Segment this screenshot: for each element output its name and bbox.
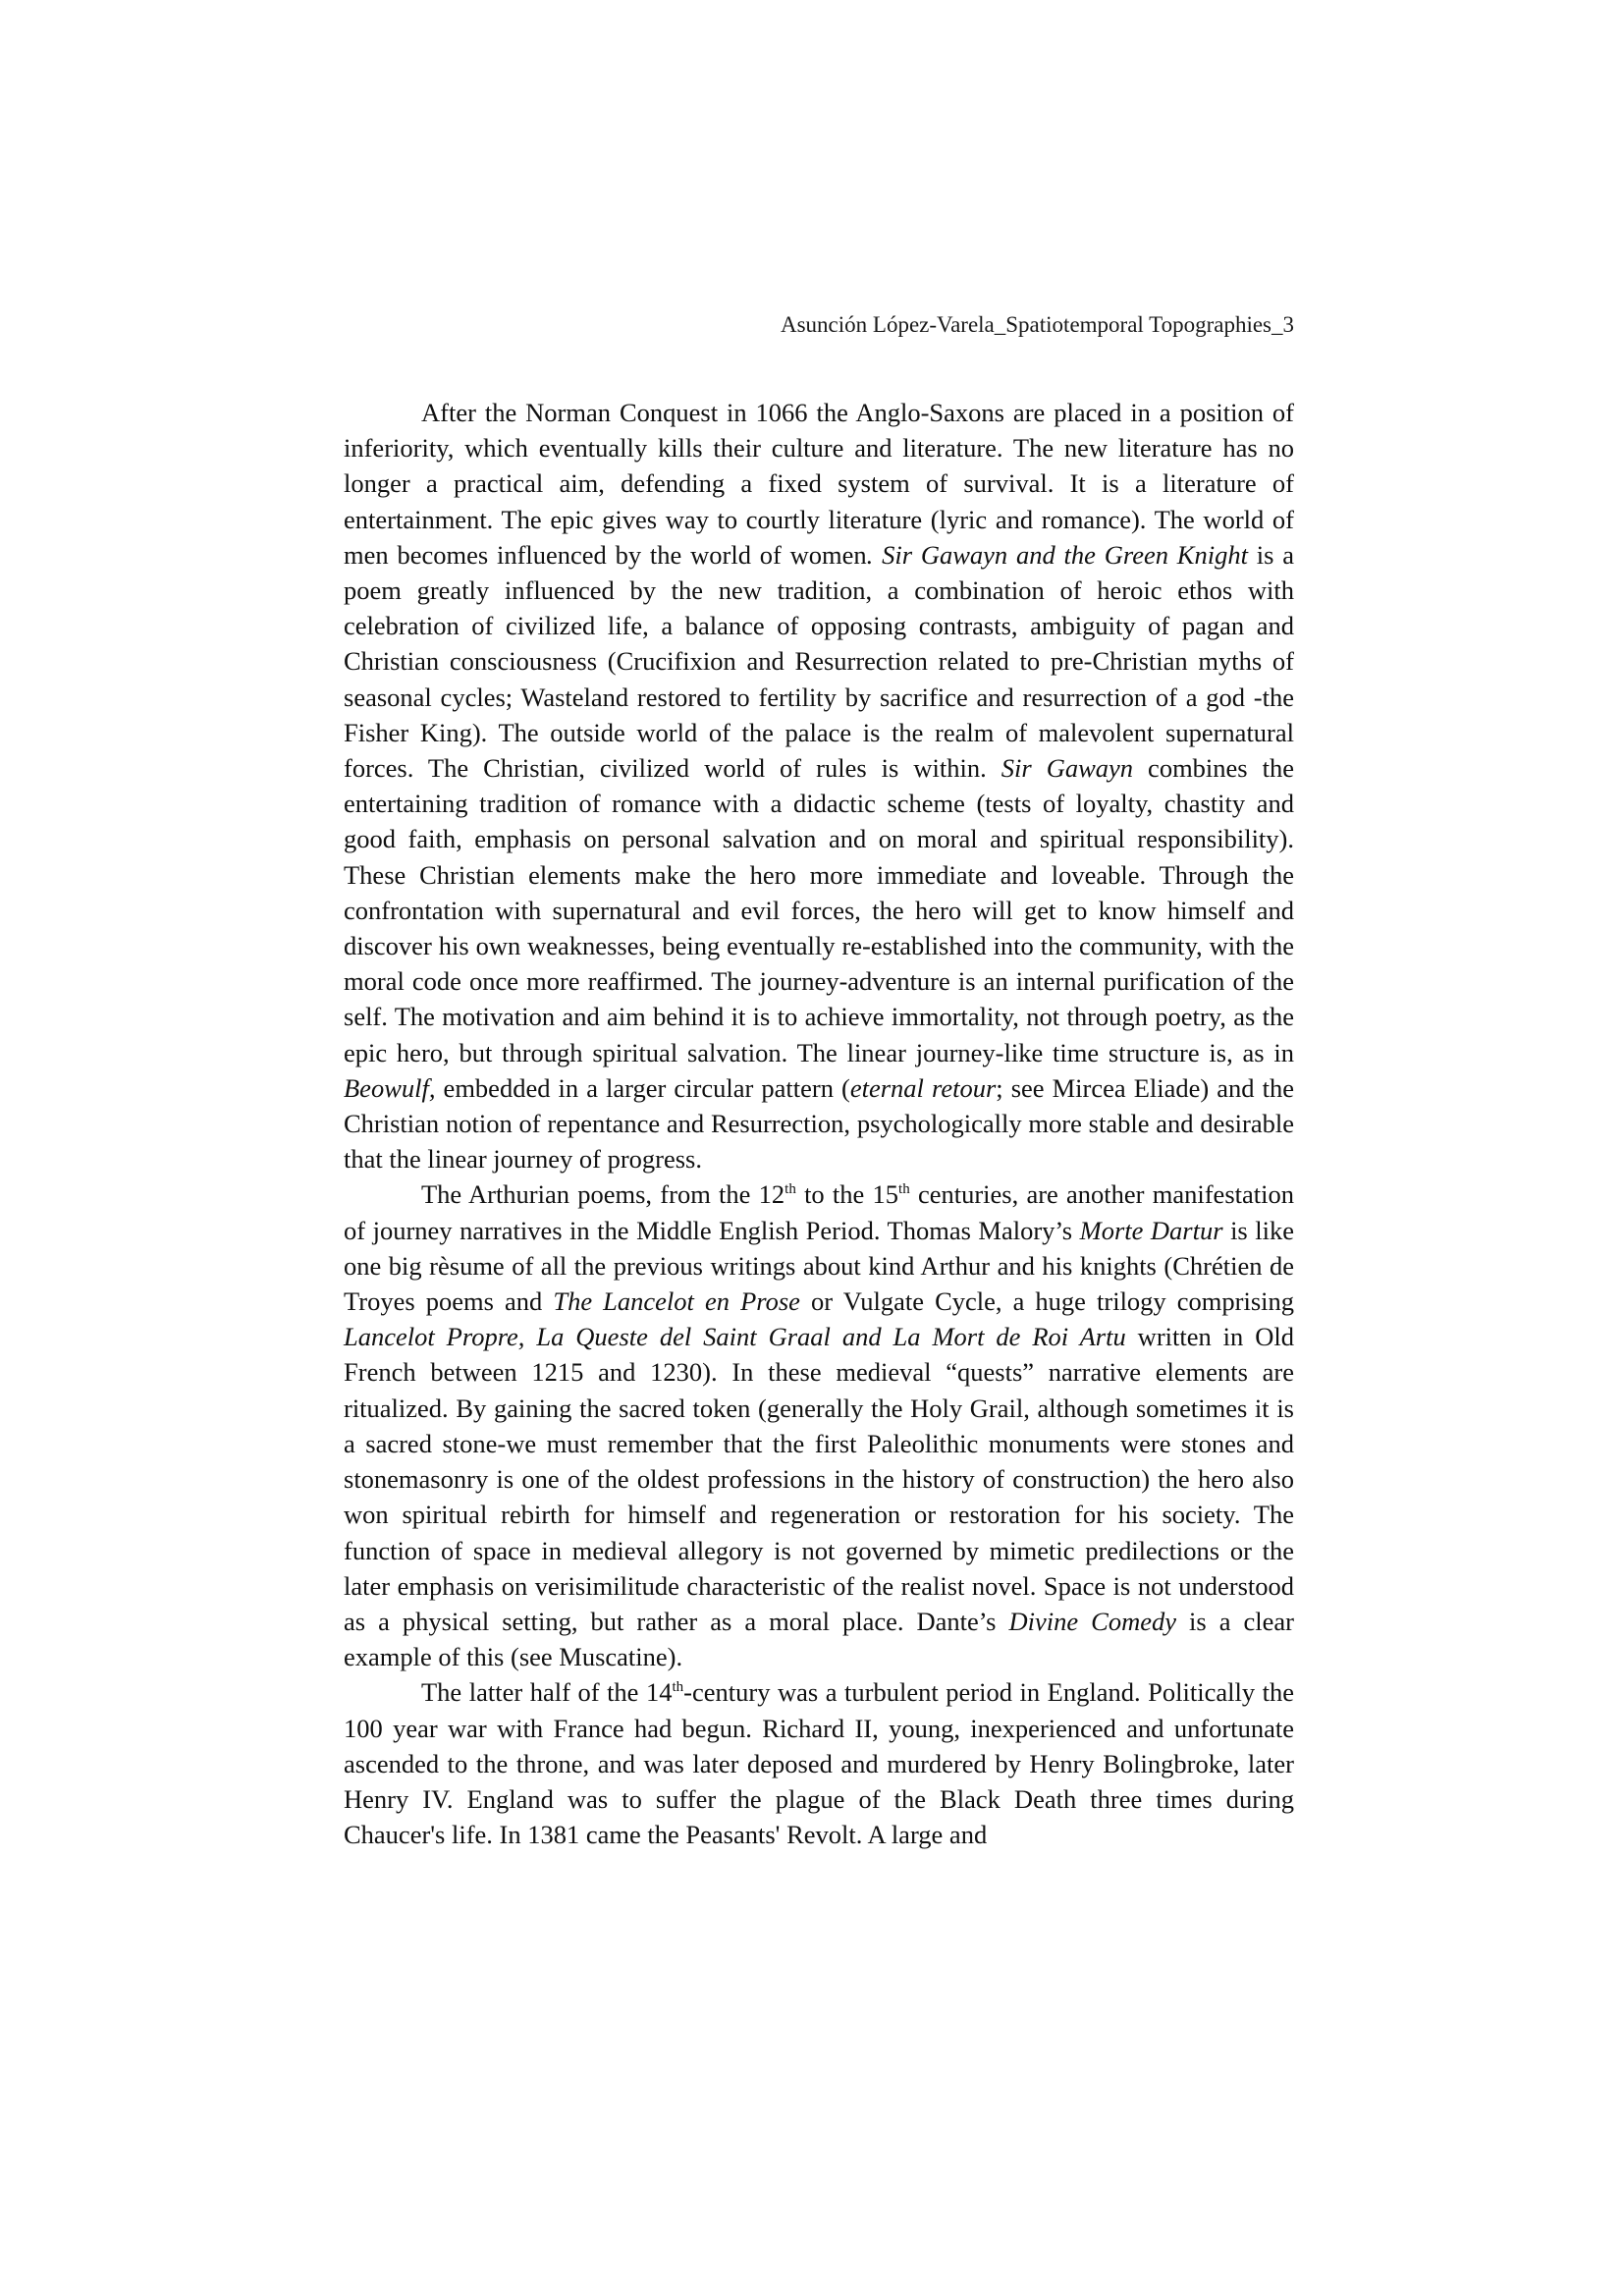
italic-text: Beowulf,: [344, 1072, 436, 1103]
text-run: is like one big rèsume of all the previous writings about kind Arthur and his knights (Chrétien de Troyes poems and: [344, 1215, 1295, 1317]
text-run: embedded in a larger circular pattern (: [435, 1072, 850, 1103]
text-run: or Vulgate Cycle, a huge trilogy comprising: [799, 1286, 1294, 1317]
paragraph-1: [344, 395, 1294, 1176]
text-run: After the Norman Conquest in 1066 the Anglo-Saxons are placed in a position of inferiority, which eventually kills their culture and literature. The new literature has no longer a practical aim, defending a fixed system of survival. It is a literature of entertainment. The epic gives way to courtly literature (lyric and romance). The world of men becomes influenced by the world of women: [344, 398, 1294, 570]
text-run: is a clear example of this (see Muscatine).: [344, 1606, 1294, 1672]
paragraph-2: [344, 1176, 1294, 1674]
paragraph-3: [344, 1674, 1294, 1852]
text-run: is a poem greatly influenced by the new tradition, a combination of heroic ethos with celebration of civilized life, a balance of opposing contrasts, ambiguity of pagan and Christian consciousness (Crucifixion and Resurrection related to pre-Christian myths of seasonal cycles; Wasteland restored to fertility by sacrifice and resurrection of a god -the Fisher King). The outside world of the palace is the realm of malevolent supernatural forces. The Christian, civilized world of rules is within.: [344, 539, 1295, 784]
italic-text: . Sir Gawayn and the Green Knight: [866, 539, 1248, 570]
superscript-text: th: [784, 1181, 796, 1198]
body-text: [344, 395, 1294, 1852]
superscript-text: th: [898, 1181, 910, 1198]
text-run: The Arthurian poems, from the 12: [421, 1179, 785, 1210]
text-run: combines the entertaining tradition of romance with a didactic scheme (tests of loyalty, chastity and good faith, emphasis on personal salvation and on moral and spiritual responsibility). These Christian elements make the hero more immediate and loveable. Through the confrontation with supernatural and evil forces, the hero will get to know himself and discover his own weaknesses, being eventually re-established into the community, with the moral code once more reaffirmed. The journey-adventure is an internal purification of the self. The motivation and aim behind it is to achieve immortality, not through poetry, as the epic hero, but through spiritual salvation. The linear journey-like time structure is, as in: [344, 753, 1295, 1067]
text-run: to the 15: [795, 1179, 899, 1210]
italic-text: Divine Comedy: [1008, 1606, 1176, 1636]
italic-text: Sir Gawayn: [1001, 753, 1134, 784]
text-run: The latter half of the 14: [421, 1677, 673, 1708]
italic-text: Lancelot Propre, La Queste del Saint Graal and La Mort de Roi Artu: [344, 1322, 1126, 1352]
italic-text: Morte Dartur: [1079, 1215, 1223, 1245]
italic-text: The Lancelot en Prose: [553, 1286, 800, 1317]
text-run: -century was a turbulent period in England. Politically the 100 year war with France had begun. Richard II, young, inexperienced and unfortunate ascended to the throne, and was later deposed and murdered by Henry Bolingbroke, later Henry IV. England was to suffer the plague of the Black Death three times during Chaucer's life. In 1381 came the Peasants' Revolt. A large and: [344, 1677, 1294, 1850]
italic-text: eternal retour: [849, 1072, 997, 1103]
superscript-text: th: [672, 1679, 684, 1696]
text-run: written in Old French between 1215 and 1230). In these medieval “quests” narrative elements are ritualized. By gaining the sacred token (generally the Holy Grail, although sometimes it is a sacred stone-we must remember that the first Paleolithic monuments were stones and stonemasonry is one of the oldest professions in the history of construction) the hero also won spiritual rebirth for himself and regeneration or restoration for his society. The function of space in medieval allegory is not governed by mimetic predilections or the later emphasis on verisimilitude characteristic of the realist novel. Space is not understood as a physical setting, but rather as a moral place. Dante’s: [344, 1322, 1294, 1636]
text-run: ; see Mircea Eliade) and the Christian notion of repentance and Resurrection, psychologically more stable and desirable that the linear journey of progress.: [344, 1072, 1294, 1175]
running-header: Asunción López-Varela_Spatiotemporal Topographies_3: [781, 312, 1294, 337]
text-run: centuries, are another manifestation of journey narratives in the Middle English Period. Thomas Malory’s: [344, 1179, 1294, 1245]
